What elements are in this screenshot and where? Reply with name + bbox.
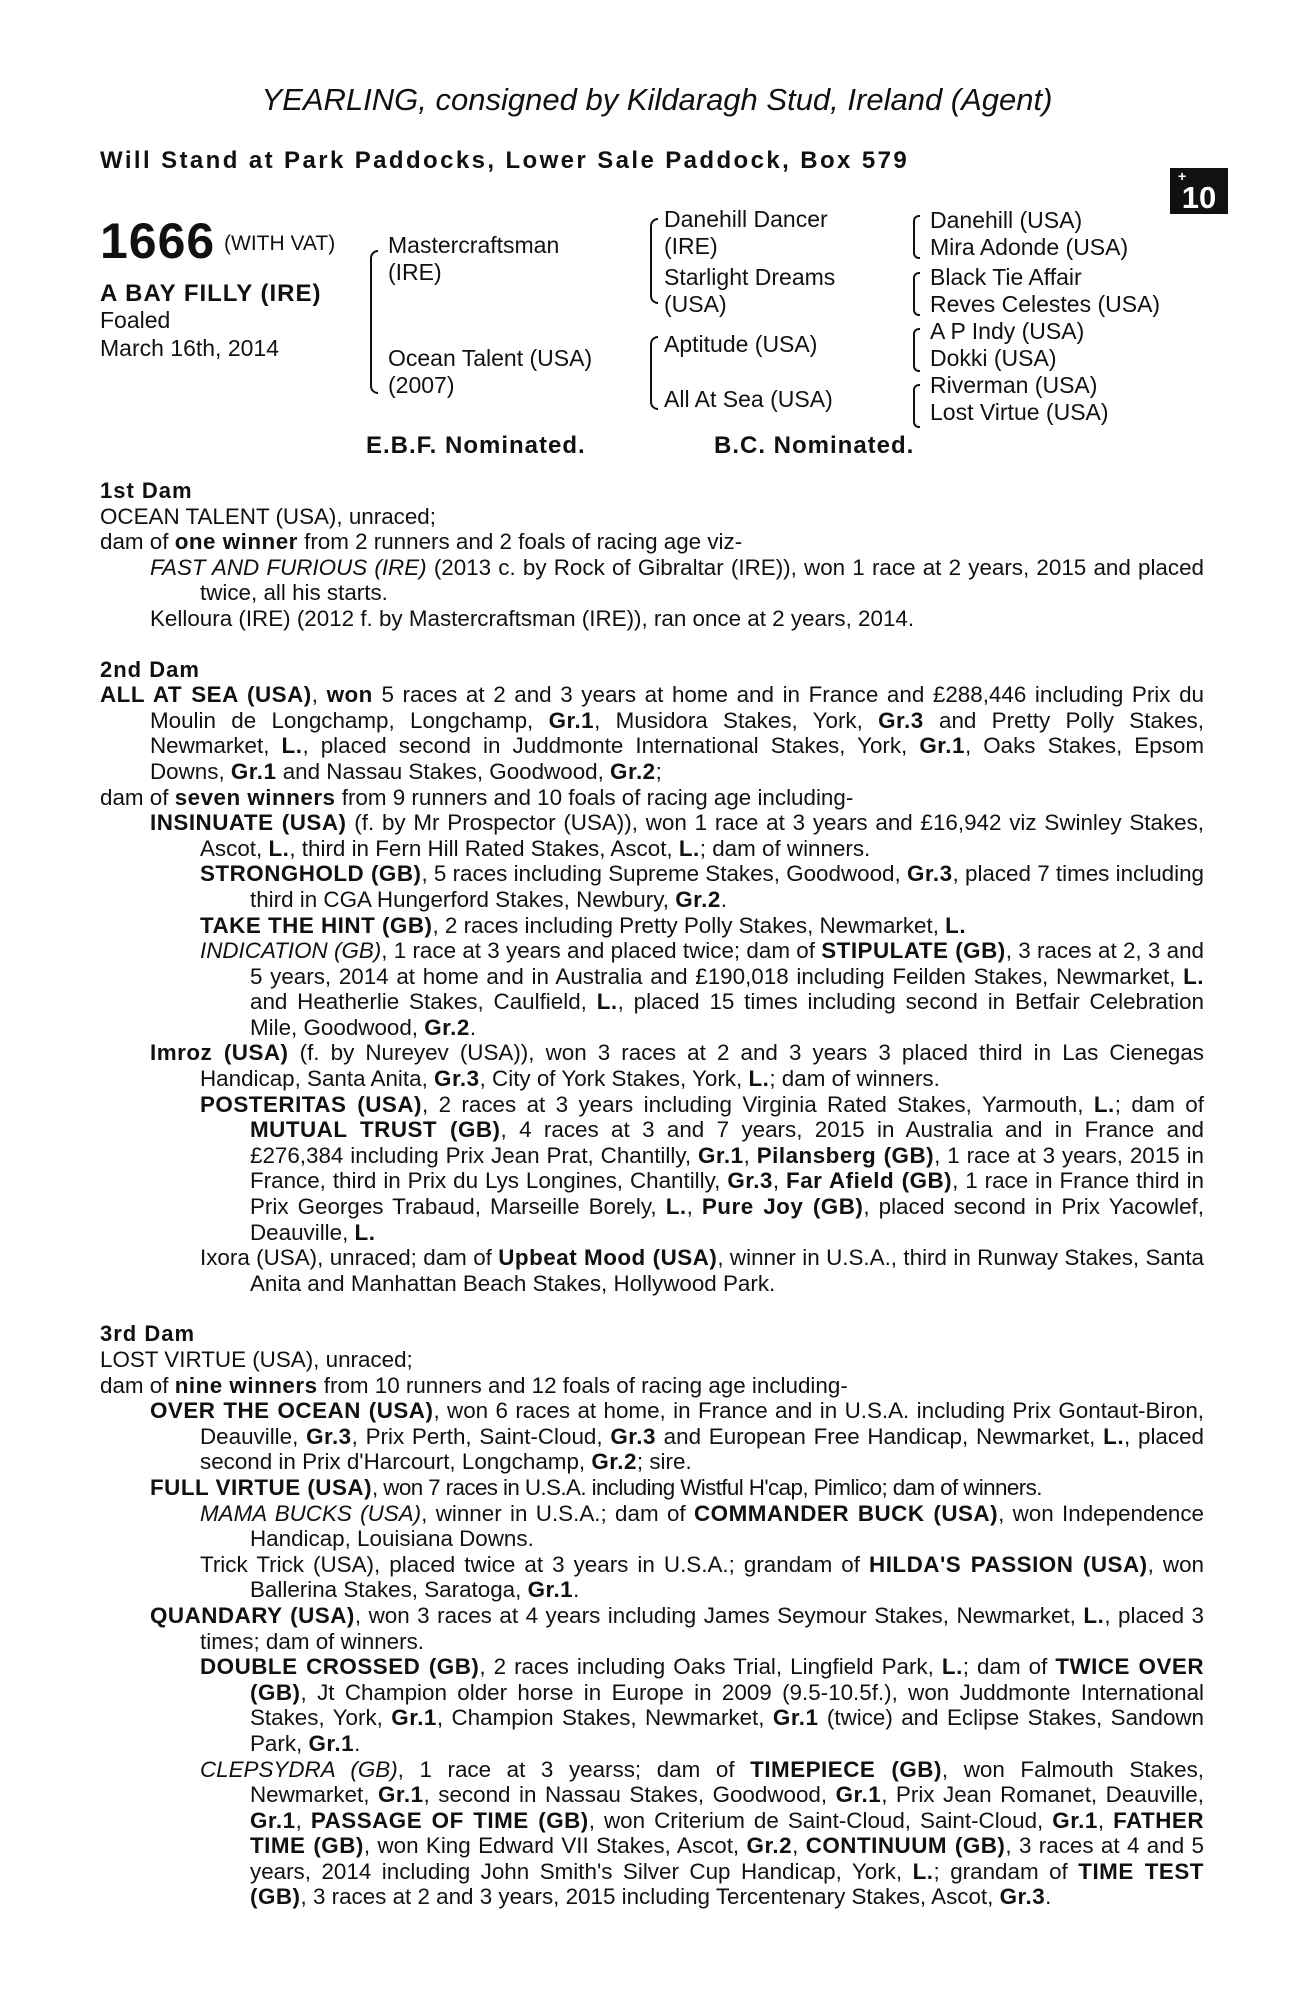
produce-entry	[100, 1654, 1204, 1756]
grade: L.	[945, 912, 967, 938]
text: ;	[655, 758, 662, 784]
horse-name: INDICATION (GB)	[200, 938, 382, 964]
produce-entry	[100, 1475, 1204, 1501]
produce-entry	[100, 1552, 1204, 1603]
horse-name: ALL AT SEA (USA)	[100, 682, 312, 708]
brace-ss	[913, 215, 920, 259]
text: , 3 races at 2, 3 and 5 years, 2014 at home and in Australia and £190,018 including Feilden Stakes, Newmarket,	[250, 938, 1204, 989]
text: , 3 races at 2 and 3 years, 2015 including Tercentenary Stakes, Ascot,	[300, 1884, 1000, 1910]
grade: Gr.2	[591, 1449, 637, 1475]
sire-sire	[664, 206, 828, 260]
lot-badge	[1170, 168, 1228, 214]
text: , won Independence Handicap, Louisiana Downs.	[250, 1500, 1204, 1552]
dam-sire-dam: Dokki (USA)	[930, 345, 1057, 371]
produce-entry	[100, 1245, 1204, 1296]
dam-line2: (2007)	[388, 372, 455, 398]
text: and Pretty Polly Stakes, Newmarket,	[150, 707, 1204, 759]
produce-entry	[100, 938, 1204, 1040]
horse-name: Pilansberg (GB)	[756, 1142, 935, 1168]
grade: Gr.3	[906, 861, 953, 887]
produce-entry	[100, 861, 1204, 912]
grade: Gr.1	[698, 1142, 744, 1168]
foaled-date: March 16th, 2014	[100, 335, 280, 361]
lot-vat: (WITH VAT)	[224, 232, 336, 255]
brace-sd	[913, 272, 920, 316]
produce-entry: Kelloura (IRE) (2012 f. by Mastercraftsman (IRE)), ran once at 2 years, 2014.	[150, 605, 915, 631]
text: , placed second in Prix Yacowlef, Deauville,	[250, 1194, 1204, 1245]
grade: L.	[1083, 1602, 1105, 1628]
text: ,	[686, 1194, 702, 1220]
horse-name: TWICE OVER (GB)	[250, 1654, 1204, 1705]
horse-name: DOUBLE CROSSED (GB)	[200, 1654, 480, 1680]
first-dam-line: OCEAN TALENT (USA), unraced;	[100, 503, 436, 529]
text: from 9 runners and 10 foals of racing age including-	[335, 784, 854, 810]
text: (f. by Nureyev (USA)), won 3 races at 2 and 3 years 3 placed third in Las Cienegas Handicap, Santa Anita,	[200, 1040, 1204, 1092]
text: .	[720, 886, 728, 912]
text: Trick Trick (USA), placed twice at 3 years in U.S.A.; grandam of	[200, 1551, 870, 1577]
text: ,	[743, 1142, 757, 1168]
text: Ixora (USA), unraced; dam of	[200, 1245, 499, 1271]
text: , 3 races at 4 and 5 years, 2014 including John Smith's Silver Cup Handicap, York,	[250, 1833, 1204, 1884]
dam-name	[388, 345, 592, 399]
grade: L.	[1093, 1091, 1115, 1117]
grade: Gr.1	[308, 1730, 355, 1756]
winners-count: nine winners	[174, 1372, 318, 1398]
horse-name: MAMA BUCKS (USA)	[200, 1500, 422, 1526]
horse-name: CLEPSYDRA (GB)	[200, 1756, 398, 1782]
grade: Gr.2	[746, 1833, 793, 1859]
grade: Gr.1	[527, 1577, 574, 1603]
text: and European Free Handicap, Newmarket,	[655, 1423, 1104, 1449]
horse-name: FULL VIRTUE (USA)	[150, 1474, 373, 1500]
bc-nominated: B.C. Nominated.	[714, 432, 915, 459]
produce-entry	[100, 1398, 1204, 1475]
text: ; dam of winners.	[769, 1066, 940, 1092]
sire-name	[388, 232, 559, 286]
produce-entry	[100, 1501, 1204, 1552]
text: ,	[792, 1833, 806, 1859]
sire-dam-dam: Reves Celestes (USA)	[930, 291, 1161, 317]
text: ,	[311, 682, 327, 708]
text: (f. by Mr Prospector (USA)), won 1 race at 3 years and £16,942 viz Swinley Stakes, Ascot,	[200, 810, 1204, 861]
text: and Heatherlie Stakes, Caulfield,	[250, 989, 597, 1015]
text: , second in Nassau Stakes, Goodwood,	[423, 1782, 836, 1808]
winners-count: one winner	[174, 529, 298, 555]
third-dam-heading: 3rd Dam	[100, 1321, 196, 1347]
text: won	[326, 682, 373, 708]
text: ; dam of	[962, 1654, 1056, 1680]
text: , won Falmouth Stakes, Newmarket,	[250, 1756, 1204, 1808]
text: , 2 races including Oaks Trial, Lingfield Park,	[479, 1654, 942, 1680]
winners-count: seven winners	[174, 784, 336, 810]
dam-dam-sire: Riverman (USA)	[930, 372, 1098, 398]
text: dam of	[100, 1372, 175, 1398]
text: , placed second in Juddmonte International Stakes, York,	[302, 733, 920, 759]
text: dam of	[100, 529, 175, 555]
text: ,	[1097, 1807, 1114, 1833]
text: , 5 races including Supreme Stakes, Goodwood,	[421, 861, 907, 887]
text: .	[573, 1577, 580, 1603]
sire-dam-sire: Black Tie Affair	[930, 264, 1082, 290]
brace-ds	[913, 328, 920, 372]
text: , City of York Stakes, York,	[479, 1066, 749, 1092]
text: , Jt Champion older horse in Europe in 2009 (9.5-10.5f.), won Juddmonte International Stakes, York,	[250, 1679, 1204, 1731]
grade: Gr.2	[424, 1014, 470, 1040]
brace-dam	[650, 336, 658, 410]
text: , won Criterium de Saint-Cloud, Saint-Cloud,	[588, 1807, 1053, 1833]
dam-sire: Aptitude (USA)	[664, 331, 818, 357]
horse-name: Pure Joy (GB)	[701, 1194, 864, 1220]
grade: Gr.2	[675, 886, 721, 912]
second-dam-entry	[100, 682, 1204, 784]
brace-dd	[913, 384, 920, 428]
text: ; dam of	[1114, 1091, 1204, 1117]
grade: L.	[1183, 963, 1204, 989]
horse-name: CONTINUUM (GB)	[805, 1833, 1006, 1859]
grade: Gr.1	[835, 1782, 882, 1808]
produce-entry	[100, 1040, 1204, 1091]
badge-number: 10	[1181, 180, 1217, 215]
grade: Gr.1	[250, 1807, 296, 1833]
grade: L.	[678, 835, 700, 861]
text: , won Ballerina Stakes, Saratoga,	[250, 1551, 1204, 1603]
text: , won 3 races at 4 years including James Seymour Stakes, Newmarket,	[354, 1602, 1084, 1628]
text: .	[354, 1730, 361, 1756]
text: , winner in U.S.A., third in Runway Stakes, Santa Anita and Manhattan Beach Stakes, Hollywood Park.	[250, 1245, 1205, 1296]
text: , 2 races at 3 years including Virginia Rated Stakes, Yarmouth,	[421, 1091, 1094, 1117]
ss-line1: Danehill Dancer	[664, 206, 828, 232]
horse-name: TIMEPIECE (GB)	[750, 1756, 942, 1782]
text: , placed 3 times; dam of winners.	[200, 1602, 1204, 1654]
foaled-label: Foaled	[100, 307, 171, 333]
text: .	[1045, 1884, 1052, 1910]
text: , placed second in Prix d'Harcourt, Longchamp,	[200, 1423, 1204, 1475]
horse-name: A BAY FILLY (IRE)	[100, 280, 322, 307]
text: , Champion Stakes, Newmarket,	[436, 1705, 773, 1731]
grade: Gr.3	[434, 1066, 480, 1092]
grade: Gr.3	[610, 1423, 656, 1449]
ebf-nominated: E.B.F. Nominated.	[366, 432, 586, 459]
grade: L.	[268, 835, 290, 861]
horse-name: POSTERITAS (USA)	[200, 1091, 422, 1117]
horse-name: FATHER TIME (GB)	[250, 1807, 1204, 1859]
text: , winner in U.S.A.; dam of	[421, 1500, 694, 1526]
grade: L.	[596, 989, 618, 1015]
horse-name: COMMANDER BUCK (USA)	[693, 1500, 999, 1526]
grade: Gr.1	[230, 758, 277, 784]
second-dam-heading: 2nd Dam	[100, 656, 200, 682]
text: , Prix Perth, Saint-Cloud,	[351, 1423, 611, 1449]
grade: L.	[281, 733, 303, 759]
text: (2013 c. by Rock of Gibraltar (IRE)), won 1 race at 2 years, 2015 and placed twice, all his starts.	[200, 554, 1204, 606]
brace-sire	[650, 218, 658, 304]
grade: Gr.1	[548, 707, 595, 733]
produce-entry	[100, 555, 1204, 606]
grade: L.	[665, 1194, 687, 1220]
dam-line1: Ocean Talent (USA)	[388, 345, 593, 371]
text: from 10 runners and 12 foals of racing age including-	[317, 1372, 848, 1398]
text: , Oaks Stakes, Epsom Downs,	[150, 733, 1204, 784]
text: , won King Edward VII Stakes, Ascot,	[363, 1833, 747, 1859]
text: , third in Fern Hill Rated Stakes, Ascot,	[289, 835, 679, 861]
grade: Gr.3	[999, 1884, 1046, 1910]
text: .	[469, 1014, 477, 1040]
text: , Musidora Stakes, York,	[594, 707, 879, 733]
text: , won 7 races in U.S.A. including Wistful H'cap, Pimlico; dam of winners.	[372, 1474, 1042, 1500]
grade: Gr.3	[878, 707, 924, 733]
sd-line1: Starlight Dreams	[664, 264, 836, 290]
text: and Nassau Stakes, Goodwood,	[276, 758, 611, 784]
third-dam-line: LOST VIRTUE (USA), unraced;	[100, 1347, 413, 1372]
horse-name: TIME TEST (GB)	[250, 1858, 1204, 1910]
sd-line2: (USA)	[664, 291, 727, 317]
grade: Gr.2	[610, 758, 656, 784]
grade: Gr.1	[1052, 1807, 1098, 1833]
sire-line2: (IRE)	[388, 259, 442, 285]
badge-plus: +	[1178, 168, 1187, 184]
third-dam-produce	[100, 1373, 1204, 1399]
stand-location: Will Stand at Park Paddocks, Lower Sale Paddock, Box 579	[100, 147, 910, 174]
text: , won 6 races at home, in France and in U.S.A. including Prix Gontaut-Biron, Deauville,	[200, 1398, 1204, 1449]
foaled-info	[100, 306, 340, 362]
grade: L.	[748, 1066, 770, 1092]
text: , placed 15 times including second in Betfair Celebration Mile, Goodwood,	[250, 989, 1204, 1040]
horse-name: INSINUATE (USA)	[150, 810, 347, 836]
sire-sire-dam: Mira Adonde (USA)	[930, 234, 1129, 260]
dam-sire-sire: A P Indy (USA)	[930, 318, 1085, 344]
grade: L.	[354, 1219, 376, 1245]
text: dam of	[100, 784, 175, 810]
text: , 4 races at 3 and 7 years, 2015 in Australia and in France and £276,384 including Prix Jean Prat, Chantilly,	[250, 1117, 1204, 1168]
text: , 1 race at 3 yearss; dam of	[397, 1756, 751, 1782]
grade: L.	[1103, 1423, 1125, 1449]
grade: Gr.1	[919, 733, 965, 759]
text: 5 races at 2 and 3 years at home and in France and £288,446 including Prix du Moulin de Longchamp, Longchamp,	[150, 682, 1204, 733]
horse-name: PASSAGE OF TIME (GB)	[310, 1807, 589, 1833]
horse-name: STRONGHOLD (GB)	[200, 861, 422, 887]
brace-gen1	[370, 250, 378, 394]
horse-name: MUTUAL TRUST (GB)	[250, 1117, 501, 1143]
sire-sire-sire: Danehill (USA)	[930, 207, 1083, 233]
first-dam-produce	[100, 529, 1204, 555]
produce-entry	[100, 913, 1204, 939]
horse-name: STIPULATE (GB)	[821, 938, 1006, 964]
text: , 1 race in France third in Prix Georges Trabaud, Marseille Borely,	[250, 1168, 1204, 1220]
horse-name: Imroz (USA)	[150, 1040, 289, 1066]
sire-line1: Mastercraftsman	[388, 232, 560, 258]
horse-name: QUANDARY (USA)	[150, 1602, 355, 1628]
dam-dam: All At Sea (USA)	[664, 386, 833, 412]
lot-number: 1666	[100, 213, 216, 269]
text: , 2 races including Pretty Polly Stakes, Newmarket,	[432, 912, 946, 938]
sire-dam	[664, 264, 835, 318]
grade: Gr.1	[772, 1705, 819, 1731]
second-dam-produce	[100, 785, 1204, 811]
produce-entry	[100, 1757, 1204, 1911]
text: ,	[772, 1168, 787, 1194]
grade: L.	[912, 1858, 934, 1884]
grade: L.	[941, 1654, 963, 1680]
catalogue-body	[100, 478, 1204, 1910]
text: , 1 race at 3 years, 2015 in France, third in Prix du Lys Longines, Chantilly,	[250, 1142, 1204, 1194]
first-dam-heading: 1st Dam	[100, 478, 193, 503]
page-title: YEARLING, consigned by Kildaragh Stud, Ireland (Agent)	[261, 82, 1053, 117]
horse-name: OVER THE OCEAN (USA)	[150, 1398, 434, 1424]
horse-name: HILDA'S PASSION (USA)	[869, 1551, 1148, 1577]
grade: Gr.3	[306, 1423, 352, 1449]
text: ; grandam of	[933, 1858, 1079, 1884]
horse-name: TAKE THE HINT (GB)	[200, 912, 433, 938]
horse-name: Far Afield (GB)	[786, 1168, 953, 1194]
text: ,	[295, 1807, 311, 1833]
text: ; dam of winners.	[699, 835, 871, 861]
produce-entry	[100, 810, 1204, 861]
grade: Gr.1	[377, 1782, 424, 1808]
text: , placed 7 times including third in CGA Hungerford Stakes, Newbury,	[250, 861, 1204, 912]
grade: Gr.3	[727, 1168, 773, 1194]
horse-name: Upbeat Mood (USA)	[498, 1245, 718, 1271]
text: (twice) and Eclipse Stakes, Sandown Park,	[250, 1705, 1205, 1756]
produce-entry	[100, 1603, 1204, 1654]
ss-line2: (IRE)	[664, 233, 718, 259]
text: ; sire.	[636, 1449, 692, 1475]
dam-dam-dam: Lost Virtue (USA)	[930, 399, 1109, 425]
text: , 1 race at 3 years and placed twice; dam of	[381, 938, 822, 964]
produce-entry	[100, 1092, 1204, 1246]
text: , Prix Jean Romanet, Deauville,	[881, 1782, 1204, 1808]
text: from 2 runners and 2 foals of racing age viz-	[297, 529, 743, 555]
grade: Gr.1	[391, 1705, 437, 1731]
horse-name: FAST AND FURIOUS (IRE)	[150, 554, 427, 580]
